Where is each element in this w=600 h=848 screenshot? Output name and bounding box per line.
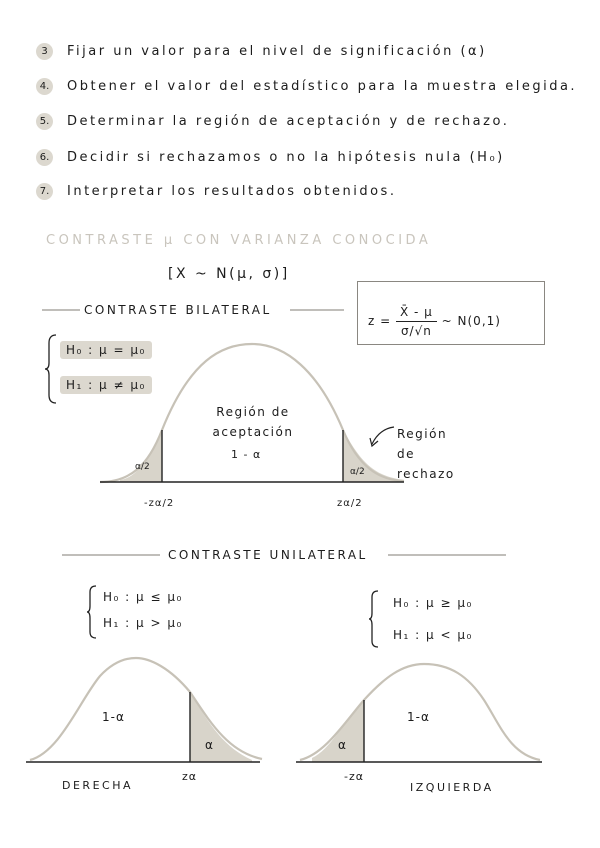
step-number: 6. bbox=[36, 149, 53, 166]
distribution-notation: [X ~ N(μ, σ)] bbox=[168, 266, 290, 282]
step-number: 4. bbox=[36, 78, 53, 95]
bilateral-title: CONTRASTE BILATERAL bbox=[84, 303, 272, 317]
step-text: Decidir si rechazamos o no la hipótesis nula (H₀) bbox=[67, 150, 505, 165]
right-test-crit-label: zα bbox=[182, 770, 198, 783]
right-test-tail-label: α bbox=[205, 738, 213, 752]
step-text: Determinar la región de aceptación y de rechazo. bbox=[67, 114, 510, 129]
z-denominator: σ/√n bbox=[400, 324, 432, 338]
right-test-label: DERECHA bbox=[62, 779, 133, 792]
acceptance-label: Región de aceptación bbox=[212, 405, 294, 439]
step-text: Fijar un valor para el nivel de significación (α) bbox=[67, 44, 487, 59]
unilateral-title: CONTRASTE UNILATERAL bbox=[168, 548, 368, 562]
z-rhs: ~ N(0,1) bbox=[441, 314, 501, 328]
tail-right-label: α/2 bbox=[350, 467, 365, 477]
right-test-body-label: 1-α bbox=[102, 710, 125, 724]
step-text: Interpretar los resultados obtenidos. bbox=[67, 184, 397, 199]
step-number: 5. bbox=[36, 113, 53, 130]
bilateral-h0: H₀ : μ = μ₀ bbox=[60, 341, 152, 359]
acceptance-value: 1 - α bbox=[231, 448, 262, 461]
right-test-h1: H₁ : μ > μ₀ bbox=[103, 616, 183, 630]
crit-left-label: -zα/2 bbox=[144, 498, 175, 509]
z-lhs: z = bbox=[368, 314, 392, 328]
rejection-label: Región de rechazo bbox=[397, 427, 455, 481]
left-test-h1: H₁ : μ < μ₀ bbox=[393, 628, 473, 642]
left-test-h0: H₀ : μ ≥ μ₀ bbox=[393, 596, 473, 610]
left-test-crit-label: -zα bbox=[344, 770, 364, 783]
tail-left-label: α/2 bbox=[135, 462, 150, 472]
step-number: 3 bbox=[36, 43, 53, 60]
step-number: 7. bbox=[36, 183, 53, 200]
bilateral-h1: H₁ : μ ≠ μ₀ bbox=[60, 376, 152, 394]
crit-right-label: zα/2 bbox=[337, 498, 363, 509]
left-test-body-label: 1-α bbox=[407, 710, 430, 724]
section-title: CONTRASTE μ CON VARIANZA CONOCIDA bbox=[46, 233, 432, 248]
left-test-tail-label: α bbox=[338, 738, 346, 752]
right-test-h0: H₀ : μ ≤ μ₀ bbox=[103, 590, 183, 604]
z-numerator: X̄ - μ bbox=[396, 305, 437, 322]
left-test-label: IZQUIERDA bbox=[410, 781, 494, 794]
step-text: Obtener el valor del estadístico para la muestra elegida. bbox=[67, 79, 578, 94]
